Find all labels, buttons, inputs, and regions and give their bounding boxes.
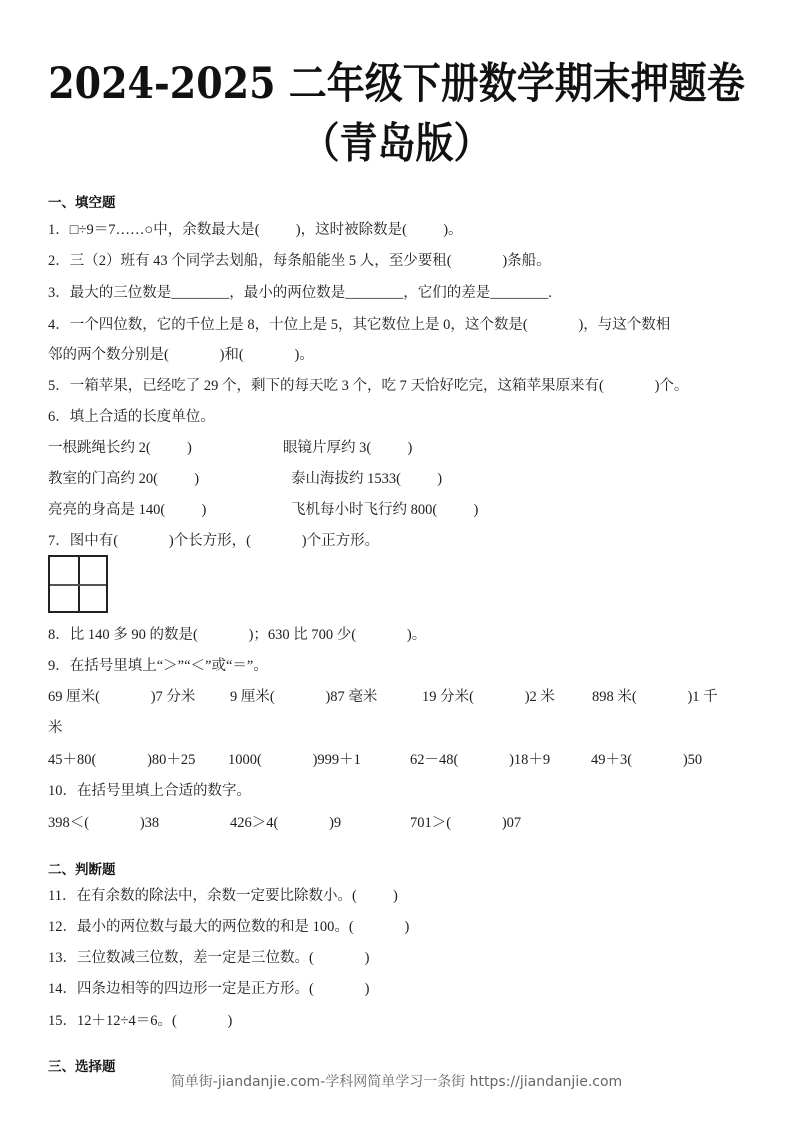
section-fill-in-heading: 一、填空题	[48, 195, 116, 211]
question-10: 10．在括号里填上合适的数字。	[48, 783, 251, 799]
q6-item-mount-tai: 泰山海拔约 1533( )	[291, 471, 443, 487]
watermark-footer: 简单街-jiandanjie.com-学科网简单学习一条街 https://jiandanjie.com	[170, 1074, 623, 1090]
q6-item-airplane: 飞机每小时飞行约 800( )	[291, 502, 479, 518]
q9-row1-item-1: 69 厘米( )7 分米	[48, 689, 196, 705]
q9-row2-item-4: 49＋3( )50	[591, 752, 703, 768]
page-title: 2024-2025 二年级下册数学期末押题卷	[48, 57, 745, 109]
question-14: 14．四条边相等的四边形一定是正方形。( )	[48, 981, 370, 997]
section-choice-heading: 三、选择题	[48, 1059, 116, 1075]
q9-row2-item-3: 62－48( )18＋9	[410, 752, 551, 768]
question-3: 3．最大的三位数是________，最小的两位数是________，它们的差是________.	[48, 285, 552, 301]
question-4-line-1: 4．一个四位数，它的千位上是 8，十位上是 5，其它数位上是 0，这个数是( )，与这个数相	[48, 317, 671, 333]
question-8: 8．比 140 多 90 的数是( )；630 比 700 少( )。	[48, 627, 427, 643]
q6-item-glasses: 眼镜片厚约 3( )	[283, 440, 413, 456]
q9-row1-item-4: 898 米( )1 千	[592, 689, 718, 705]
question-11: 11．在有余数的除法中，余数一定要比除数小。( )	[48, 888, 398, 904]
question-13: 13．三位数减三位数，差一定是三位数。( )	[48, 950, 370, 966]
question-1: 1．□÷9＝7……○中，余数最大是( )，这时被除数是( )。	[48, 222, 463, 238]
square-grid-figure	[48, 555, 108, 613]
q9-row1-item-2: 9 厘米( )87 毫米	[230, 689, 378, 705]
question-6: 6．填上合适的长度单位。	[48, 409, 215, 425]
q9-row1-item-3: 19 分米( )2 米	[422, 689, 555, 705]
question-12: 12．最小的两位数与最大的两位数的和是 100。( )	[48, 919, 410, 935]
question-15: 15．12＋12÷4＝6。( )	[48, 1013, 233, 1029]
q9-row1-wrap: 米	[48, 720, 63, 736]
question-5: 5．一箱苹果，已经吃了 29 个，剩下的每天吃 3 个，吃 7 天恰好吃完，这箱苹果原来有( )个。	[48, 378, 689, 394]
q6-item-height: 亮亮的身高是 140( )	[48, 502, 207, 518]
q10-item-1: 398＜( )38	[48, 815, 160, 831]
question-2: 2．三（2）班有 43 个同学去划船，每条船能坐 5 人，至少要租( )条船。	[48, 253, 551, 269]
section-judge-heading: 二、判断题	[48, 862, 116, 878]
q10-item-3: 701＞( )07	[410, 815, 522, 831]
question-9: 9．在括号里填上“＞”“＜”或“＝”。	[48, 658, 268, 674]
grid-horizontal-divider	[50, 584, 106, 586]
question-4-line-2: 邻的两个数分别是( )和( )。	[48, 347, 314, 363]
question-7: 7．图中有( )个长方形，( )个正方形。	[48, 533, 380, 549]
q10-item-2: 426＞4( )9	[230, 815, 342, 831]
page-subtitle: （青岛版）	[301, 118, 492, 168]
q9-row2-item-1: 45＋80( )80＋25	[48, 752, 196, 768]
q6-item-door: 教室的门高约 20( )	[48, 471, 200, 487]
q9-row2-item-2: 1000( )999＋1	[228, 752, 361, 768]
q6-item-jump-rope: 一根跳绳长约 2( )	[48, 440, 192, 456]
